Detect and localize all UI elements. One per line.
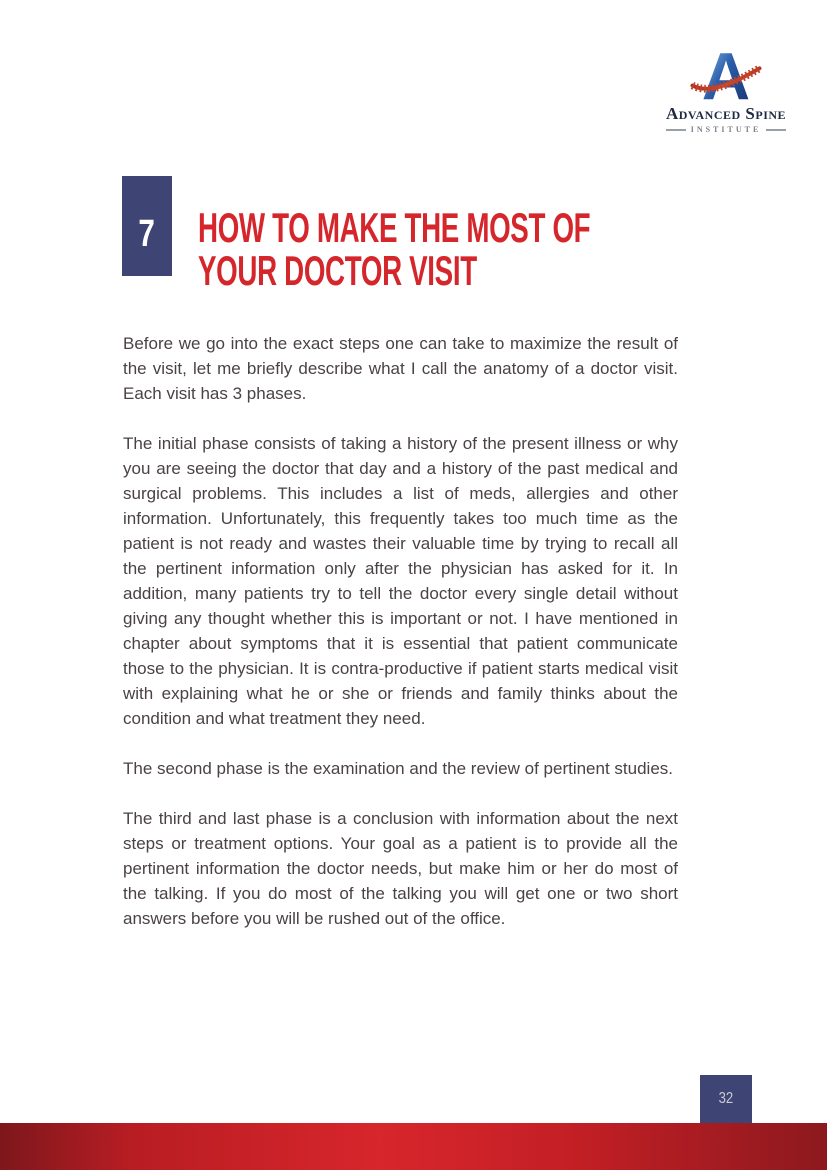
logo-institute-row [663, 125, 789, 134]
advanced-spine-institute-logo [663, 44, 789, 134]
page-number: 32 [718, 1090, 734, 1107]
right-rule-line [766, 129, 786, 131]
paragraph-second-phase: The second phase is the examination and the review of pertinent studies. [123, 759, 674, 778]
chapter-number-box [122, 176, 172, 276]
chapter-title-line-2: YOUR DOCTOR VISIT [198, 247, 477, 294]
logo-institute-text: INSTITUTE [690, 125, 762, 134]
logo-brand-text: Advanced Spine [665, 104, 787, 123]
spine-a-logo-icon [687, 44, 765, 102]
page-number-box [700, 1075, 752, 1123]
chapter-number: 7 [138, 212, 156, 255]
body-text [123, 331, 678, 956]
chapter-title [198, 206, 792, 292]
chapter-title-line-1: HOW TO MAKE THE MOST OF [198, 204, 591, 251]
paragraph-third-phase: The third and last phase is a conclusion with information about the next steps or treatment options. Your goal as a patient is to provide all the pertinent information the doctor needs, but make him or her do most of the talking. If you do most of the talking you will get one or two short answers before you will be rushed out of the office. [123, 809, 678, 928]
footer-accent-bar [0, 1123, 827, 1170]
svg-text:A: A [701, 44, 751, 102]
paragraph-intro: Before we go into the exact steps one can take to maximize the result of the visit, let me briefly describe what I call the anatomy of a doctor visit. Each visit has 3 phases. [123, 334, 678, 403]
paragraph-initial-phase: The initial phase consists of taking a history of the present illness or why you are seeing the doctor that day and a history of the past medical and surgical problems. This includes a list of meds, allergies and other information. Unfortunately, this frequently takes too much time as the patient is not ready and wastes their valuable time by trying to recall all the pertinent information only after the physician has asked for it. In addition, many patients try to tell the doctor every single detail without giving any thought whether this is important or not. I have mentioned in chapter about symptoms that it is essential that patient communicate those to the physician. It is contra-productive if patient starts medical visit with explaining what he or she or friends and family thinks about the condition and what treatment they need. [123, 434, 678, 728]
left-rule-line [666, 129, 686, 131]
